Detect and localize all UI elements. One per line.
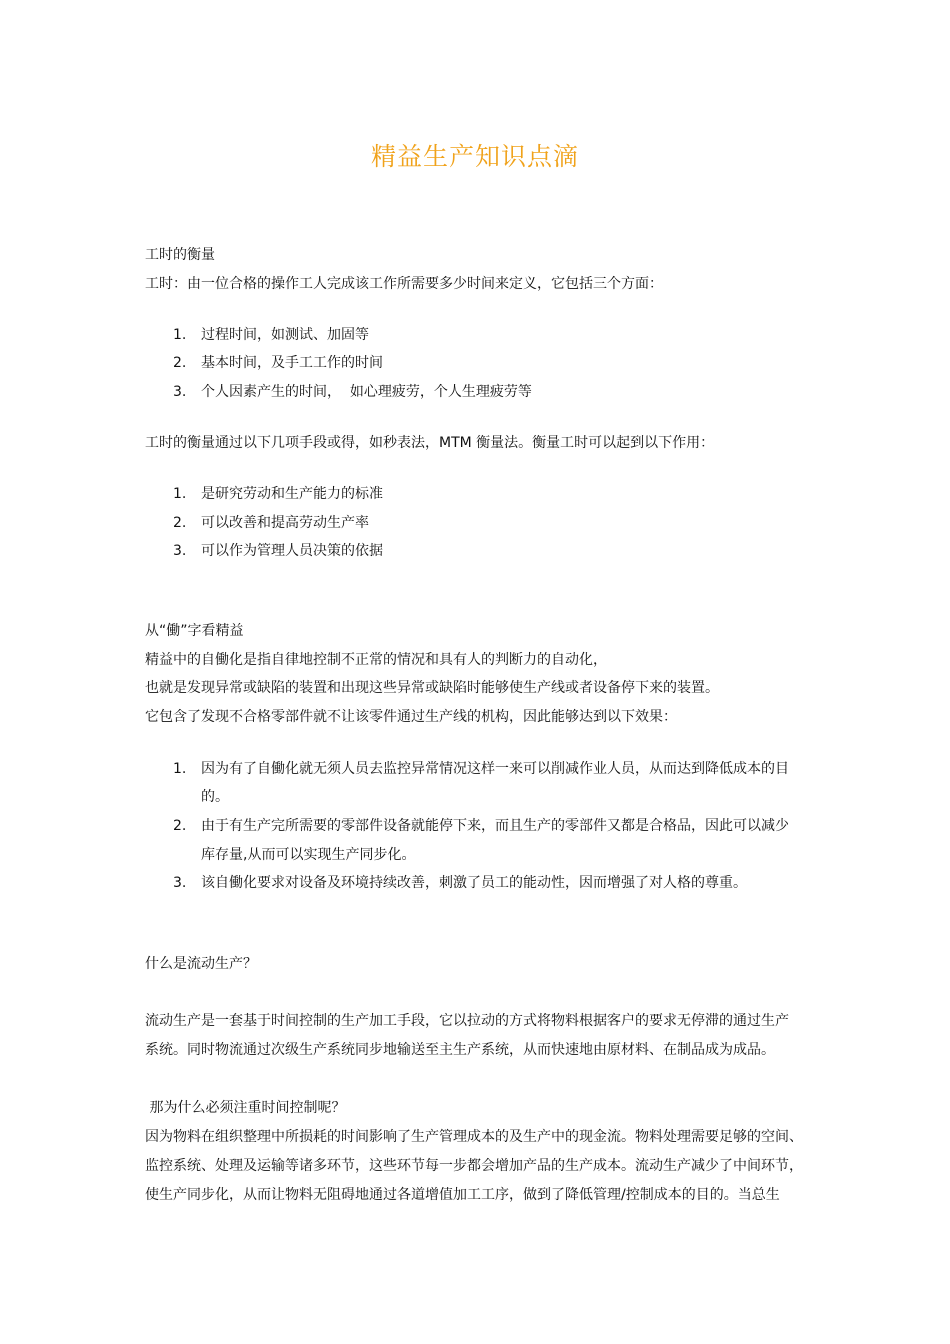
paragraph-work-hours-definition: 工时：由一位合格的操作工人完成该工作所需要多少时间来定义，它包括三个方面：	[145, 276, 663, 292]
list-number: 1.	[173, 486, 187, 502]
question-time-control: 那为什么必须注重时间控制呢？	[145, 1100, 346, 1116]
paragraph-flow-1b: 系统。同时物流通过次级生产系统同步地输送至主生产系统，从而快速地由原材料、在制品成为成品。	[145, 1042, 775, 1058]
section-heading-jidoka: 从“働”字看精益	[145, 623, 244, 639]
list-number: 3.	[173, 543, 187, 559]
paragraph-measurement-methods: 工时的衡量通过以下几项手段或得，如秒表法，MTM 衡量法。衡量工时可以起到以下作用：	[145, 435, 715, 451]
section-heading-work-hours: 工时的衡量	[145, 247, 215, 263]
paragraph-flow-2a: 因为物料在组织整理中所损耗的时间影响了生产管理成本的及生产中的现金流。物料处理需要足够的空间、	[145, 1129, 803, 1145]
list-number: 2.	[173, 818, 187, 834]
list-item: 基本时间，及手工工作的时间	[201, 355, 383, 371]
list-item: 可以改善和提高劳动生产率	[201, 515, 369, 531]
list-item-continuation: 的。	[201, 789, 229, 805]
list-item: 过程时间，如测试、加固等	[201, 327, 369, 343]
list-number: 3.	[173, 384, 187, 400]
list-number: 1.	[173, 761, 187, 777]
list-item: 个人因素产生的时间， 如心理疲劳，个人生理疲劳等	[201, 384, 532, 400]
list-item: 由于有生产完所需要的零部件设备就能停下来，而且生产的零部件又都是合格品，因此可以减少	[201, 818, 789, 834]
paragraph-jidoka-2: 也就是发现异常或缺陷的装置和出现这些异常或缺陷时能够使生产线或者设备停下来的装置。	[145, 680, 719, 696]
list-item: 可以作为管理人员决策的依据	[201, 543, 383, 559]
paragraph-flow-2c: 使生产同步化，从而让物料无阻碍地通过各道增值加工工序，做到了降低管理/控制成本的目的。当总生	[145, 1187, 780, 1203]
section-heading-flow-production: 什么是流动生产？	[145, 956, 257, 972]
list-item: 因为有了自働化就无须人员去监控异常情况这样一来可以削减作业人员，从而达到降低成本的目	[201, 761, 789, 777]
list-item: 该自働化要求对设备及环境持续改善，刺激了员工的能动性，因而增强了对人格的尊重。	[201, 875, 747, 891]
list-number: 1.	[173, 327, 187, 343]
paragraph-jidoka-1: 精益中的自働化是指自律地控制不正常的情况和具有人的判断力的自动化，	[145, 652, 607, 668]
list-item: 是研究劳动和生产能力的标准	[201, 486, 383, 502]
paragraph-jidoka-3: 它包含了发现不合格零部件就不让该零件通过生产线的机构，因此能够达到以下效果：	[145, 709, 677, 725]
list-number: 2.	[173, 355, 187, 371]
paragraph-flow-1a: 流动生产是一套基于时间控制的生产加工手段，它以拉动的方式将物料根据客户的要求无停滞的通过生产	[145, 1013, 789, 1029]
list-number: 2.	[173, 515, 187, 531]
paragraph-flow-2b: 监控系统、处理及运输等诸多环节，这些环节每一步都会增加产品的生产成本。流动生产减少了中间环节，	[145, 1158, 803, 1174]
list-item-continuation: 库存量,从而可以实现生产同步化。	[201, 847, 416, 863]
list-number: 3.	[173, 875, 187, 891]
document-title: 精益生产知识点滴	[370, 142, 579, 171]
